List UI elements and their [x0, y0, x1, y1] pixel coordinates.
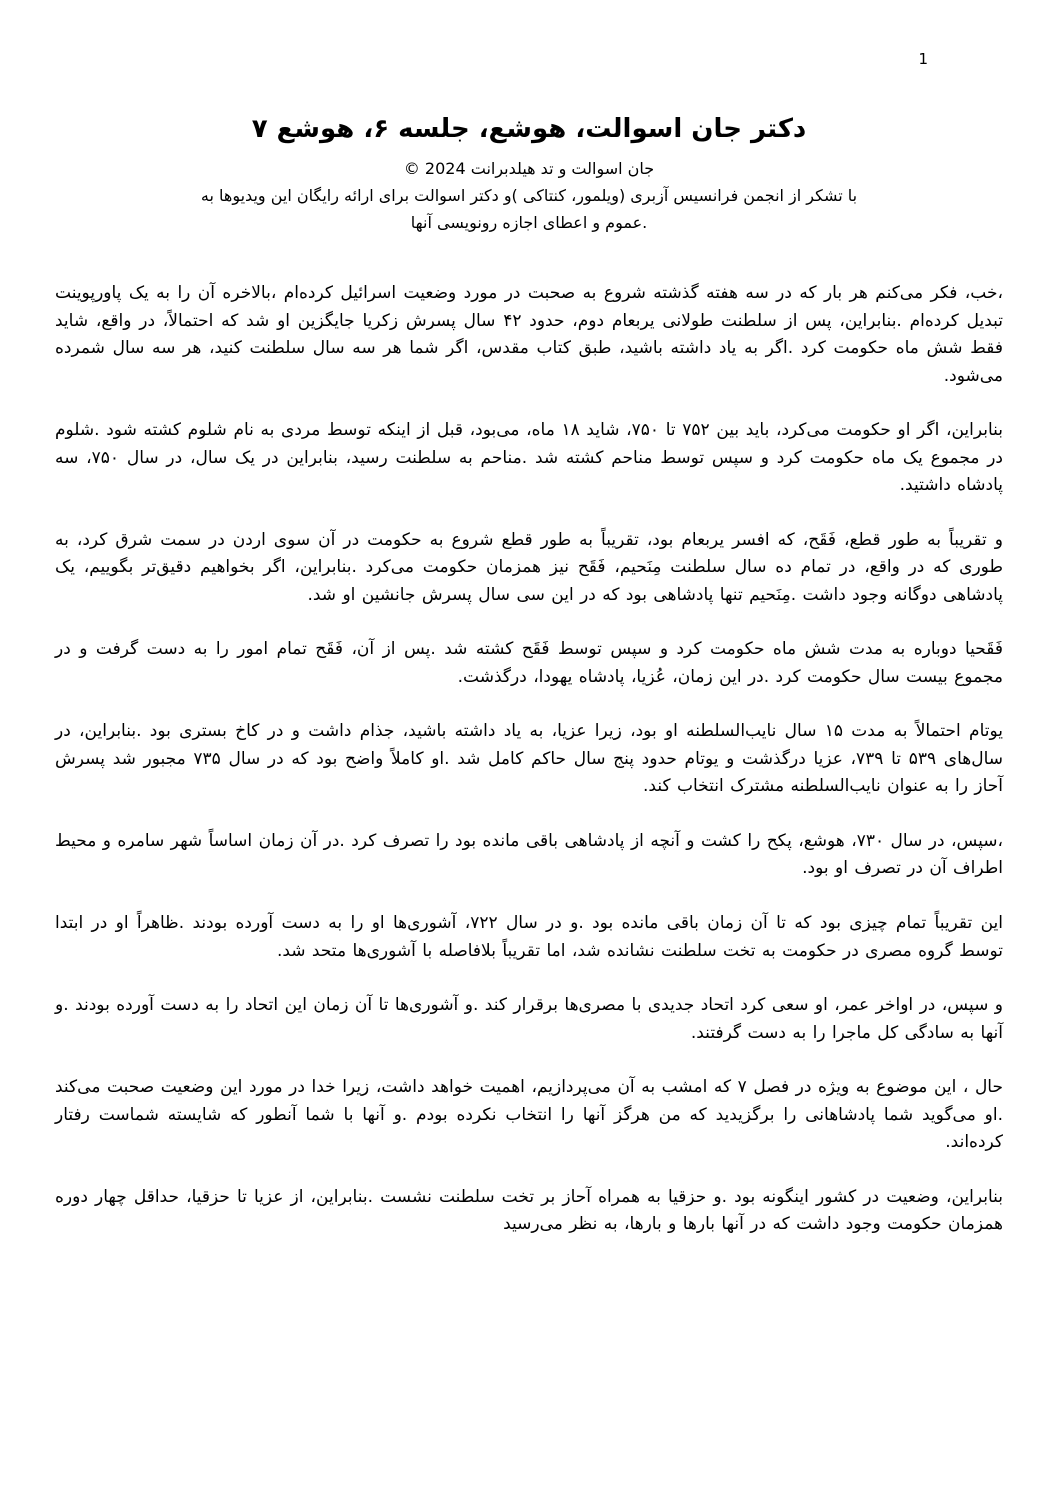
paragraph: این تقریباً تمام چیزی بود که تا آن زمان باقی مانده بود .و در سال ۷۲۲، آشوری‌ها او را به دست آورده بودند .ظاهراً او در ابتدا توسط گروه مصری در حکومت به تخت سلطنت نشانده شد، اما تقریباً بلافاصله با آشوری‌ها متحد شد. [55, 913, 1003, 961]
paragraph: فَقَحیا دوباره به مدت شش ماه حکومت کرد و سپس توسط فَقَح کشته شد .پس از آن، فَقَح تمام امور را به دست گرفت و در مجموع بیست سال حکومت کرد .در این زمان، عُزیا، پادشاه یهودا، درگذشت. [55, 639, 1003, 687]
paragraph: بنابراین، اگر او حکومت می‌کرد، باید بین ۷۵۲ تا ۷۵۰، شاید ۱۸ ماه، می‌بود، قبل از اینکه توسط مردی به نام شلوم کشته شود .شلوم در مجموع یک ماه حکومت کرد و سپس توسط مناحم کشته شد .مناحم به سلطنت رسید، بنابراین در یک سال، در سال ۷۵۰، سه پادشاه داشتید. [55, 420, 1004, 496]
copyright-line: جان اسوالت و تد هیلدبرانت 2024 © [403, 159, 655, 178]
page-number: 1 [918, 50, 928, 68]
document-title: دکتر جان اسوالت، هوشع، جلسه ۶، هوشع ۷ [251, 114, 807, 144]
paragraph: و تقریباً به طور قطع، فَقَح، که افسر یربعام بود، تقریباً به طور قطع شروع به حکومت در آن سوی اردن در سمت شرق کرد، به طوری که در واقع، در تمام ده سال سلطنت مِنَحیم، فَقَح نیز همزمان حکومت می‌کرد .بنابراین، اگر بخواهیم دقیق‌تر بگوییم، یک پادشاهی دوگانه وجود داشت .مِنَحیم تنها پادشاهی بود که در این سی سال پسرش جانشین او شد. [55, 529, 1003, 605]
credit-line-2: .عموم و اعطای اجازه رونویسی آنها [410, 212, 648, 232]
paragraph: حال ، این موضوع به ویژه در فصل ۷ که امشب به آن می‌پردازیم، اهمیت خواهد داشت، زیرا خدا در مورد این وضعیت صحبت می‌کند .او می‌گوید شما پادشاهانی را برگزیدید که من هرگز آنها را انتخاب نکرده بودم .و آنها با شما آنطور که شایسته شماست رفتار کرده‌اند. [55, 1077, 1003, 1153]
paragraph: یوتام احتمالاً به مدت ۱۵ سال نایب‌السلطنه او بود، زیرا عزیا، به یاد داشته باشید، جذام داشت و در کاخ بستری بود .بنابراین، در سال‌های ۵۳۹ تا ۷۳۹، عزیا درگذشت و یوتام حدود پنج سال حاکم کامل شد .او کاملاً واضح بود که در سال ۷۳۵ مجبور شد پسرش آحاز را به عنوان نایب‌السلطنه مشترک انتخاب کند. [55, 721, 1004, 797]
paragraph: ،خب، فکر می‌کنم هر بار که در سه هفته گذشته شروع به صحبت در مورد وضعیت اسرائیل کرده‌ام ،بالاخره آن را به یک پاورپوینت تبدیل کرده‌ام .بنابراین، پس از سلطنت طولانی یربعام دوم، حدود ۴۲ سال پسرش زکریا جایگزین او شد که احتمالاً، در واقع، شاید فقط شش ماه حکومت کرد .اگر به یاد داشته باشید، طبق کتاب مقدس، اگر شما هر سه سال سلطنت کنید، هر سه سال شمرده می‌شود. [55, 282, 1003, 386]
document-body [55, 280, 1003, 1239]
paragraph: ،سپس، در سال ۷۳۰، هوشع، پکح را کشت و آنچه از پادشاهی باقی مانده بود را تصرف کرد .در آن زمان اساساً شهر سامره و محیط اطراف آن در تصرف او بود. [55, 830, 1003, 879]
paragraph: و سپس، در اواخر عمر، او سعی کرد اتحاد جدیدی با مصری‌ها برقرار کند .و آشوری‌ها تا آن زمان این اتحاد را به دست آورده بودند .و آنها به سادگی کل ماجرا را به دست گرفتند. [55, 995, 1003, 1043]
paragraph: بنابراین، وضعیت در کشور اینگونه بود .و حزقیا به همراه آحاز بر تخت سلطنت نشست .بنابراین، از عزیا تا حزقیا، حداقل چهار دوره همزمان حکومت وجود داشت که در آنها بارها و بارها، به نظر می‌رسید [55, 1186, 1003, 1235]
credit-line-1: با تشکر از انجمن فرانسیس آزبری (ویلمور، کنتاکی )و دکتر اسوالت برای ارائه رایگان این ویدیوها به [200, 185, 858, 205]
